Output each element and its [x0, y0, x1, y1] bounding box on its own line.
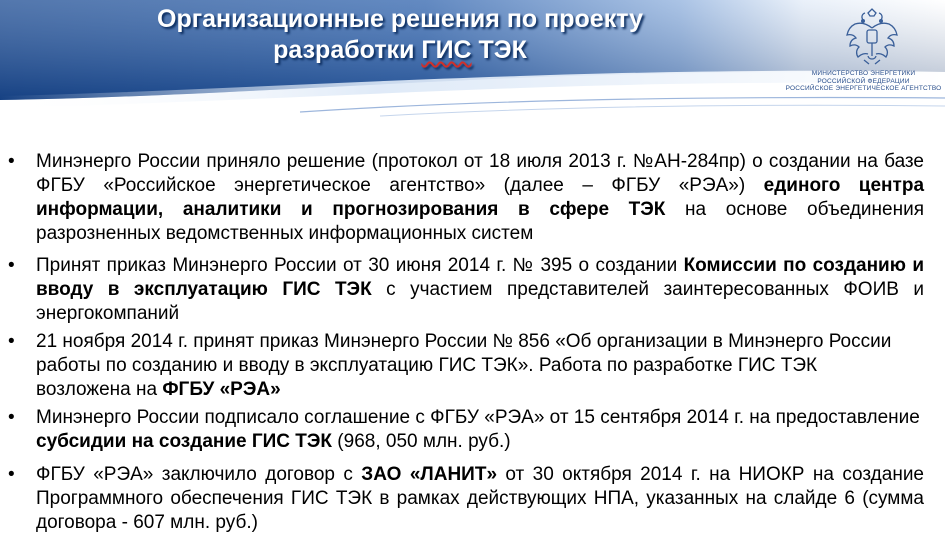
item-text-end: на основе объединения разрозненных ведомственных информационных систем — [36, 199, 924, 244]
list-item — [8, 330, 924, 402]
item-text-end: с участием представителей заинтересованных ФОИВ и энергокомпаний — [36, 279, 924, 324]
list-item — [8, 406, 924, 454]
item-text: 21 ноября 2014 г. принят приказ Минэнерго России № 856 «Об организации в Минэнерго России работы по созданию и вводу в эксплуатацию ГИС ТЭК». Работа по разработке ГИС ТЭК возложена на — [36, 331, 892, 400]
item-text: Принят приказ Минэнерго России от 30 июня 2014 г. № 395 о создании — [36, 255, 684, 276]
bullet-dot: • — [8, 151, 15, 172]
list-item — [8, 463, 924, 535]
ministry-caption — [782, 70, 945, 93]
item-bold-text: Комиссии по созданию и вводу в эксплуатацию ГИС ТЭК — [36, 255, 924, 300]
title-line-2-prefix: разработки — [273, 36, 422, 64]
ministry-line-1: МИНИСТЕРСТВО ЭНЕРГЕТИКИ — [811, 70, 916, 77]
item-bold-text: единого центра информации, аналитики и прогнозирования в сфере ТЭК — [36, 175, 925, 220]
item-text: ФГБУ «РЭА» заключило договор с — [36, 464, 362, 485]
bullet-dot: • — [8, 464, 15, 485]
double-headed-eagle-emblem-icon — [841, 8, 903, 68]
bullet-dot: • — [8, 407, 15, 428]
title-line-1: Организационные решения по проекту — [157, 5, 643, 33]
list-item — [8, 150, 924, 246]
title-line-2-suffix: ТЭК — [471, 36, 527, 64]
bullet-dot: • — [8, 255, 15, 276]
bullet-dot: • — [8, 331, 15, 352]
item-text-end: от 30 октября 2014 г. на НИОКР на создание Программного обеспечения ГИС ТЭК в рамках действующих НПА, указанных на слайде 6 (сумма договора - 607 млн. руб.) — [36, 464, 925, 533]
item-bold-text: ЗАО «ЛАНИТ» — [361, 464, 498, 485]
item-bold-text: ФГБУ «РЭА» — [162, 379, 281, 400]
item-text: Минэнерго России подписало соглашение с ФГБУ «РЭА» от 15 сентября 2014 г. на предоставление — [36, 407, 920, 428]
item-text: Минэнерго России приняло решение (протокол от 18 июля 2013 г. №АН-284пр) о создании на базе ФГБУ «Российское энергетическое агентство» (далее – ФГБУ «РЭА») — [36, 151, 924, 196]
item-bold-text: субсидии на создание ГИС ТЭК — [36, 431, 333, 452]
list-item — [8, 254, 924, 326]
title-line-2 — [40, 35, 760, 66]
item-text-end: (968, 050 млн. руб.) — [332, 431, 511, 452]
ministry-line-2: РОССИЙСКОЙ ФЕДЕРАЦИИ — [817, 77, 910, 85]
title-gis-word: ГИС — [421, 36, 472, 64]
slide-title — [40, 4, 760, 66]
decision-list — [8, 150, 924, 535]
ministry-line-3: РОССИЙСКОЕ ЭНЕРГЕТИЧЕСКОЕ АГЕНТСТВО — [785, 85, 942, 92]
